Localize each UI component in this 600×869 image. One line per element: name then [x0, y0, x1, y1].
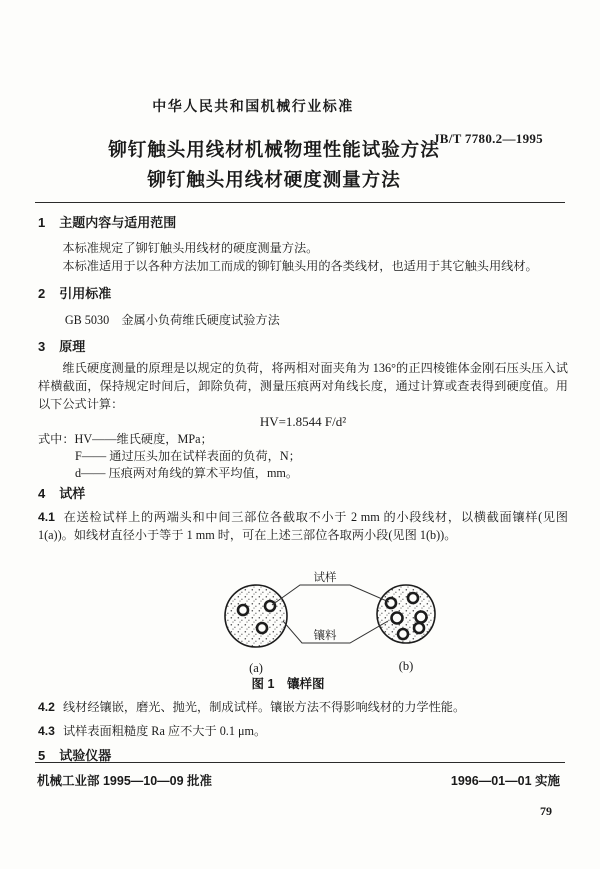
- clause-4-3: [38, 722, 568, 740]
- section-4-number: 4: [38, 486, 46, 501]
- wire-section: [398, 629, 408, 639]
- wire-section: [265, 601, 275, 611]
- section-5-title: 试验仪器: [59, 748, 112, 763]
- clause-4-2: [38, 698, 568, 716]
- wire-section: [416, 612, 427, 623]
- implementation-notice: 1996—01—01 实施: [450, 774, 560, 788]
- section-2-number: 2: [38, 286, 46, 301]
- section-1-number: 1: [38, 215, 46, 230]
- section-1-paragraph-1: 本标准规定了铆钉触头用线材的硬度测量方法。: [62, 241, 319, 255]
- clause-4-1: [38, 508, 568, 544]
- figure-1: [188, 560, 508, 678]
- clause-4-1-text: 在送检试样上的两端头和中间三部位各截取不小于 2 mm 的小段线材，以横截面镶样(见图 1(a))。如线材直径小于等于 1 mm 时，可在上述三部位各取两小段(见图 1(b))。: [38, 510, 568, 542]
- clause-4-1-number: 4.1: [38, 510, 55, 524]
- section-1-paragraph-2: 本标准适用于以各种方法加工而成的铆钉触头用的各类线材，也适用于其它触头用线材。: [62, 259, 538, 273]
- section-3-number: 3: [38, 339, 46, 354]
- clause-4-2-text: 线材经镶嵌，磨光、抛光，制成试样。镶嵌方法不得影响线材的力学性能。: [62, 700, 466, 714]
- wire-section: [257, 623, 267, 633]
- figure-mount-b: [377, 585, 435, 643]
- standard-number: JB/T 7780.2—1995: [432, 131, 543, 146]
- document-title-line1: 铆钉触头用线材机械物理性能试验方法: [108, 139, 440, 160]
- formula-term-f: F—— 通过压头加在试样表面的负荷，N；: [75, 449, 301, 463]
- wire-section: [386, 598, 396, 608]
- wire-section: [414, 623, 424, 633]
- section-4-title: 试样: [59, 486, 86, 501]
- section-4-heading: [38, 486, 568, 502]
- header-divider: [35, 202, 565, 203]
- mounting-diagram: [188, 560, 508, 678]
- section-2-heading: [38, 286, 568, 302]
- subfigure-b-label: (b): [398, 659, 414, 673]
- document-title: [0, 135, 548, 195]
- wire-section: [392, 613, 403, 624]
- footer-divider: [35, 762, 565, 763]
- principle-paragraph: 维氏硬度测量的原理是以规定的负荷，将两相对面夹角为 136°的正四棱锥体金刚石压头压入试样横截面，保持规定时间后，卸除负荷，测量压痕两对角线长度，通过计算或查表得到硬度值。用以下公式计算：: [38, 361, 568, 411]
- subfigure-a-label: (a): [249, 661, 263, 675]
- wire-section: [238, 605, 248, 615]
- wire-section: [408, 593, 418, 603]
- clause-4-3-text: 试样表面粗糙度 Ra 应不大于 0.1 μm。: [62, 724, 267, 738]
- section-3-title: 原理: [59, 339, 86, 354]
- figure-mount-a: [225, 585, 287, 647]
- document-title-line2: 铆钉触头用线材硬度测量方法: [147, 169, 401, 190]
- clause-4-3-number: 4.3: [38, 724, 55, 738]
- document-body: [38, 214, 568, 764]
- vickers-formula: HV=1.8544 F/d²: [259, 414, 347, 429]
- figure-label-specimen: 试样: [313, 572, 337, 584]
- clause-4-2-number: 4.2: [38, 700, 55, 714]
- standard-org-title: 中华人民共和国机械行业标准: [152, 98, 354, 114]
- section-2-title: 引用标准: [59, 286, 112, 301]
- approval-notice: 机械工业部 1995—10—09 批准: [37, 774, 213, 788]
- referenced-standard: GB 5030 金属小负荷维氏硬度试验方法: [64, 313, 280, 327]
- section-1-title: 主题内容与适用范围: [59, 215, 177, 230]
- section-1-heading: [38, 215, 568, 231]
- figure-1-caption: 图 1 镶样图: [251, 677, 325, 691]
- figure-label-mount: 镶料: [313, 630, 337, 642]
- section-5-number: 5: [38, 748, 46, 763]
- formula-term-d: d—— 压痕两对角线的算术平均值，mm。: [75, 466, 299, 480]
- specimen-leader-line: [272, 585, 389, 605]
- page-number: 79: [540, 804, 552, 818]
- section-3-heading: [38, 339, 568, 355]
- formula-term-hv: 式中：HV——维氏硬度，MPa；: [38, 432, 213, 446]
